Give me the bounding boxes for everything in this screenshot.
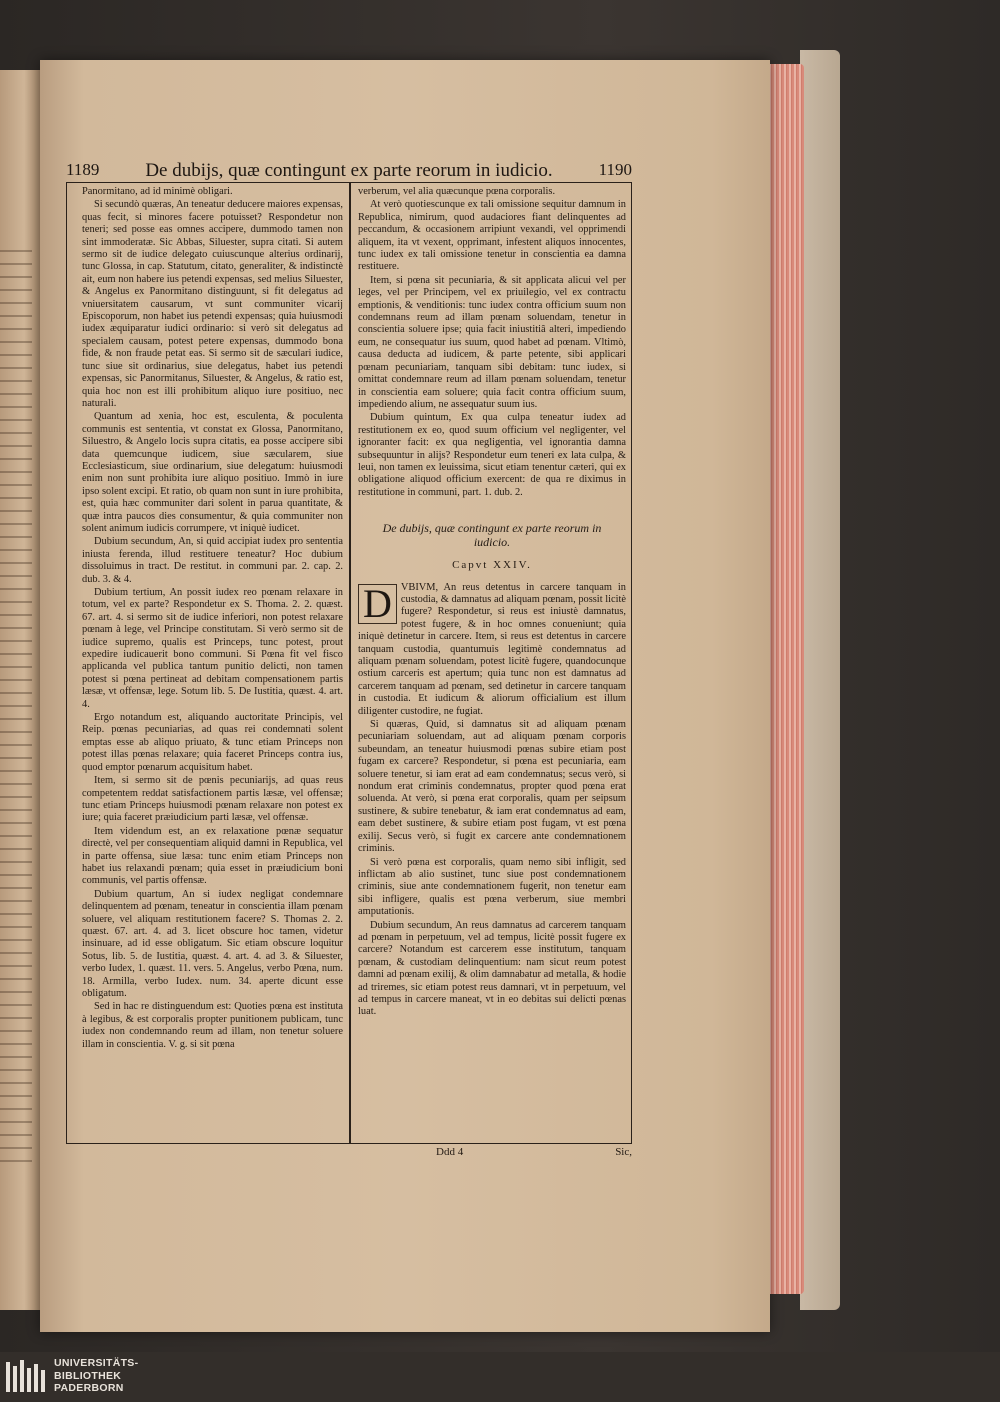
paragraph: Dubium quintum, Ex qua culpa teneatur iudex ad restitutionem ex eo, quod suum officium vel negligenter, vel ignoranter facit: ex qua negligentia, vel ignorantia damna subsequuntur in alijs? Respondetur eum teneri ex lata culpa, & leui, non tamen ex leuissima, sicut etiam tenentur cæteri, qui ex obligatione aliquod officium exercent: de qua re diximus in restitutione in communi, part. 1. dub. 2.	[358, 412, 626, 498]
left-column	[82, 186, 343, 1136]
left-page-edge	[0, 70, 40, 1310]
paragraph: Si quæras, Quid, si damnatus sit ad aliquam pœnam pecuniariam soluendam, aut ad aliquam pœnam corporis subeundam, an teneatur huiusmodi pœnas subire etiam post fugam ex carcere? Respondetur, si pœna est pecuniaria, eam soluere tenetur, si iam erat ad eam condemnatus; secus verò, si nondum erat criminis condemnatus, propter quod pœna erat soluenda. At verò, si pœna erat corporalis, quam per seipsum sustinere, & subire tenebatur, & iam erat condemnatus ad eam, eam debet sustinere, & subire etiam post fugam, vt est pœna exilij. Secus verò, si fugit ex carcere ante condemnationem criminis.	[358, 719, 626, 855]
catchword: Sic,	[615, 1146, 632, 1158]
library-name-line: UNIVERSITÄTS-	[54, 1357, 139, 1369]
page-number-left: 1189	[66, 160, 100, 179]
left-page-text-edge	[0, 250, 32, 1170]
right-column	[358, 186, 626, 1136]
signature-mark: Ddd 4	[436, 1146, 464, 1158]
decorated-initial: D	[358, 584, 397, 624]
paragraph: Dubium secundum, An, si quid accipiat iudex pro sententia iniusta ferenda, illud restituere teneatur? Hoc dubium dissoluimus in tract. De restitut. in communi par. 2. cap. 2. dub. 3. & 4.	[82, 536, 343, 585]
paragraph: Item videndum est, an ex relaxatione pœnæ sequatur directè, vel per consequentiam aliquid damni in Republica, vel in parte offensa, siue læsa: tunc enim etiam Princeps non habet ius relaxandi pœnam; quia esset in præiudicium boni communis, vel partis offensæ.	[82, 825, 343, 887]
paragraph: Item, si sermo sit de pœnis pecuniarijs, ad quas reus competentem reddat satisfactionem partis læsæ, vel offensæ; tunc etiam Princeps huiusmodi pœnam relaxare non potest ex iure; quia faceret præiudicium parti læsæ, vel offensæ.	[82, 775, 343, 824]
paragraph: Sed in hac re distinguendum est: Quoties pœna est instituta à legibus, & est corporalis propter punitionem publicam, tunc iudex non condemnando reum ad illam, non tenetur soluere illam in conscientia. V. g. si sit pœna	[82, 1001, 343, 1050]
page-footer-line	[66, 1146, 632, 1162]
paragraph: At verò quotiescunque ex tali omissione sequitur damnum in Republica, nimirum, quod audaciores fiant delinquentes ad peccandum, & occasionem arripiunt vexandi, vel opprimendi aliquem, ita vt vexent, opprimant, infestent aliquos innocentes, tunc iudex ex tali omissione tenetur in conscientia ea damna restituere.	[358, 199, 626, 273]
section-title: De dubijs, quæ contingunt ex parte reorum in iudicio.	[382, 521, 602, 550]
chapter-heading: Capvt XXIV.	[452, 559, 532, 572]
ub-paderborn-logo-icon	[6, 1358, 48, 1394]
library-name	[54, 1357, 138, 1395]
paragraph-text: VBIVM, An reus detentus in carcere tanquam in custodia, & damnatus ad aliquam pœnam, possit licitè fugere? Respondetur, si reus est iniustè damnatus, potest fugere, & in hoc omnes conueniunt; quia iniquè detinetur in carcere. Item, si reus est detentus in carcere tanquam custodia, quantumuis legitimè condemnatus ad aliquam pœnam soluendam, potest licitè fugere, quandocunque ostium carceris est apertum; quia tunc non est damnatus ad carcerem tanquam ad pœnam, sed detinetur in carcere tanquam in custodia. Et iudicum & aliorum officialium est illum diligenter custodire, ne fugiat.	[358, 581, 626, 717]
book-cover-edge	[800, 50, 840, 1310]
page-number-right: 1190	[598, 160, 632, 179]
paragraph: Panormitano, ad id minimè obligari.	[82, 186, 233, 197]
paragraph: Dubium quartum, An si iudex negligat condemnare delinquentem ad pœnam, teneatur in conscientia illam pœnam soluere, vel aliquam restitutionem facere? S. Thomas 2. 2. quæst. 67. art. 4. ad 3. licet obscure hoc tamen, videtur insinuare, ad id esse obligatum. Sic etiam obscure loquitur Sotus, lib. 5. de Iustitia, quæst. 4. art. 4. ad 3. & Siluester, verbo Iudex, 1. quæst. 11. vers. 5. Angelus, verbo Pœna, num. 18. Armilla, verbo Iudex. num. 34. aperte dicunt esse obligatum.	[82, 888, 343, 999]
paragraph: Dubium secundum, An reus damnatus ad carcerem tanquam ad pœnam in perpetuum, vel ad tempus, licitè possit fugere ex carcere? Notandum est carcerem esse institutum, tanquam pœnam, & custodiam delinquentium: nam sicut reum potest damni ad pœnam exilij, & olim damnabatur ad metalla, & hodie ad triremes, sic etiam potest reus damnari, vt in perpetuum, vel ad tempus in carcere maneat, vt in eo debitas sui delicti pœnas luat.	[358, 919, 626, 1018]
paragraph: Quantum ad xenia, hoc est, esculenta, & poculenta communis est sententia, vt constat ex Glossa, Panormitano, Siluestro, & Angelo locis supra citatis, ea posse accipere sibi data quemcunque iudicem, siue sæcularem, siue Ecclesiasticum, siue ordinarium, siue delegatum: huiusmodi enim non sunt prohibita iure aliquo positiuo. Immò in iure ipso solent excipi. Et ratio, ob quam non sunt in iure prohibita, est, quia hæc communiter dari solent in parua quantitate, & quæ intra paucos dies consumentur, & quia communiter non solent animum iudicis corrumpere, vt iniquè iudicet.	[82, 411, 343, 534]
paragraph: Si secundò quæras, An teneatur deducere maiores expensas, quas fecit, si minores facere potuisset? Respondetur non teneri; sed posse eas omnes accipere, dummodo tamen non sint immoderatæ. Sic Abbas, Siluester, supra citati. Si autem sermo sit de iudice delegato cuiuscunque alterius ordinarij, tunc Glossa, in cap. Statutum, citato, generaliter, & indistinctè ait, eum non habere ius petendi expensas, sed melius Siluester, & Angelus ex Panormitano distinguunt, si fit delegatus ad vniuersitatem causarum, vt sunt communiter vicarij Episcoporum, non habet ius petendi expensas; quia huiusmodi iudex æquiparatur iudici ordinario: si verò sit delegatus ad specialem causam, potest petere expensas, dummodo bona fide, & non fraude petat eas. Si sermo sit de sæculari iudice, tunc siue sit ordinarius, siue delegatus, habet ius petendi expensas, sic Panormitanus, Siluester, & Angelus, & ratio est, quia hoc non est illi prohibitum aliquo iure positiuo, nec naturali.	[82, 199, 343, 409]
paragraph: Dubium tertium, An possit iudex reo pœnam relaxare in totum, vel ex parte? Respondetur ex S. Thoma. 2. 2. quæst. 67. art. 4. si sermo sit de iudice inferiori, non potest relaxare pœnam à lege, vel Principe constitutam. Si verò sermo sit de iudice supremo, qualis est Princeps, tunc potest, prout expedire iudicauerit bono communi. Si Pœna fit vel fisco applicanda vel publica tantum punitio delicti, non tamen potest si pœna pertineat ad debitam compensationem partis læsæ, vt offensæ, lege. Sotum lib. 5. De Iustitia, quæst. 4. art. 4.	[82, 587, 343, 710]
library-name-line: PADERBORN	[54, 1382, 124, 1394]
column-rule	[349, 182, 351, 1144]
paragraph: Si verò pœna est corporalis, quam nemo sibi infligit, sed inflictam ab alio sustinet, tunc siue post condemnationem criminis, siue ante condemnationem fugerit, non tenetur eam sibi infligere, qualis est pœna verberum, siue membri amputationis.	[358, 856, 626, 918]
library-name-line: BIBLIOTHEK	[54, 1369, 122, 1382]
paragraph: verberum, vel alia quæcunque pœna corporalis.	[358, 186, 556, 197]
library-footer	[0, 1352, 1000, 1402]
paragraph: Item, si pœna sit pecuniaria, & sit applicata alicui vel per leges, vel per Principem, vel ex priuilegio, vel ex contractu emptionis, & venditionis: tunc iudex contra officium suum non condemnans reum ad illam pœnam soluendam, tenetur in conscientia soluere ipse; quia facit iniustitiâ alteri, impediendo eum, ne consequatur ius suum, quod habet ad pœnam. Vltimò, causa deducta ad iudicem, & parte petente, sibi applicari pœnam pecuniariam, tanquam sibi debitam: tunc iudex, si omittat condemnare reum ad illam pœnam soluendam, tenetur in conscientia eam soluere; quia facit contra officium suum, impediendo alium, ne assequatur suum ius.	[358, 274, 626, 410]
paragraph	[358, 582, 626, 718]
running-title: De dubijs, quæ contingunt ex parte reorum in iudicio.	[145, 160, 553, 181]
paragraph: Ergo notandum est, aliquando auctoritate Principis, vel Reip. pœnas pecuniarias, ad quas rei condemnati solent emptas esse ab aliquo priuato, & tunc etiam Princeps non potest illas pœnas relaxare; quia faceret Princeps contra ius, quod emptor pœnarum acquisitum habet.	[82, 712, 343, 773]
